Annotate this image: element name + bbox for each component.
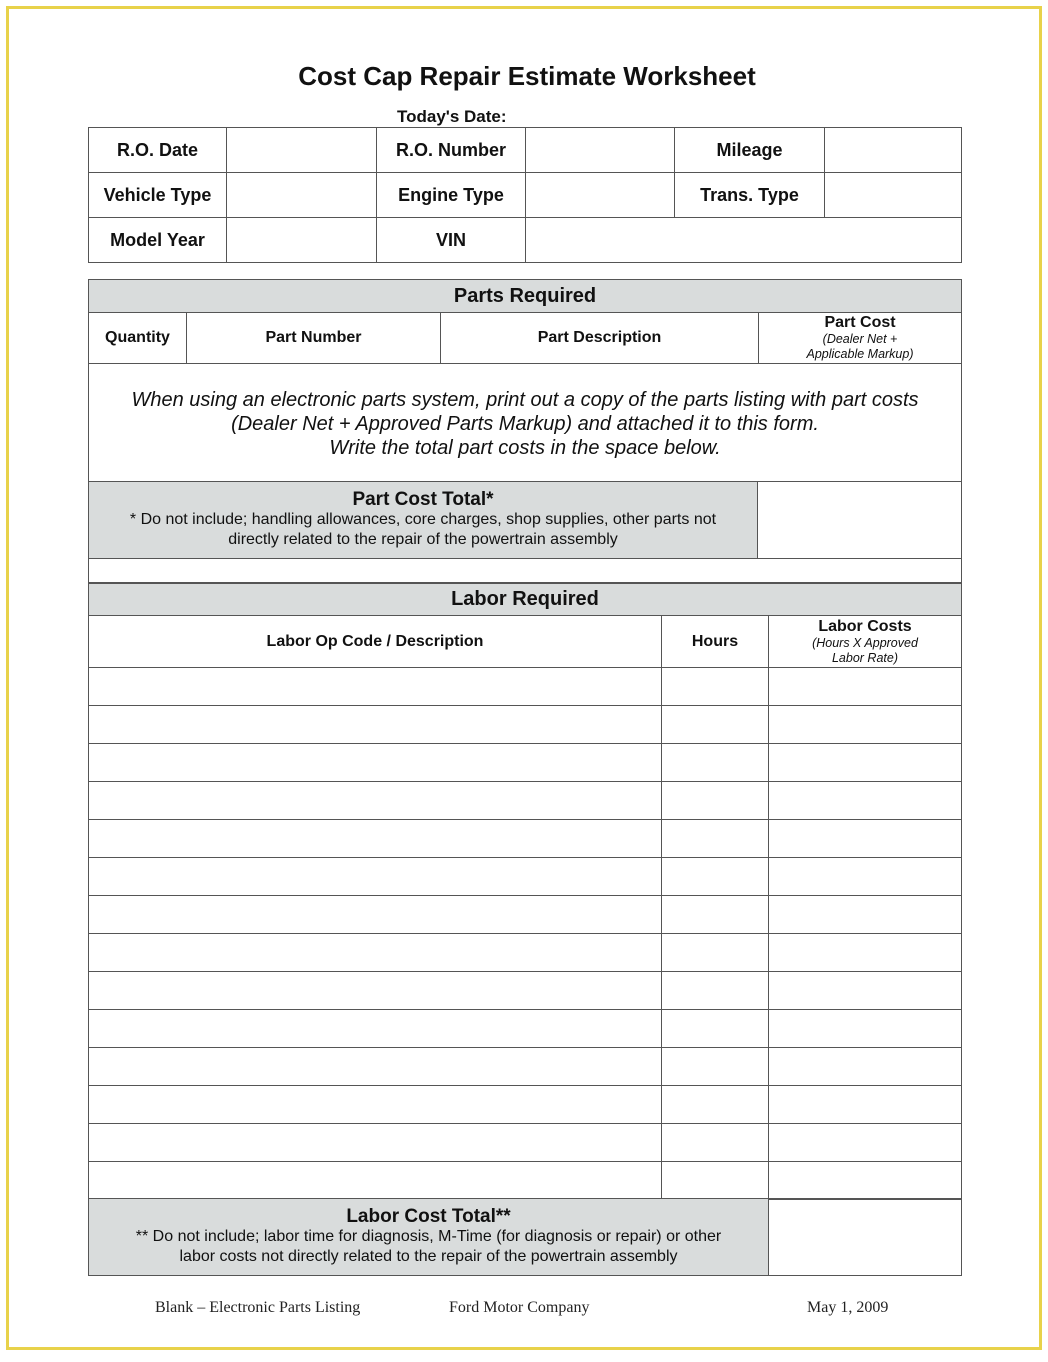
ro-number-label: R.O. Number bbox=[377, 128, 526, 173]
labor-row bbox=[89, 782, 962, 820]
labor-row bbox=[89, 668, 962, 706]
engine-type-label: Engine Type bbox=[377, 173, 526, 218]
labor-row bbox=[89, 1124, 962, 1162]
labor-cost-cell[interactable] bbox=[769, 820, 962, 858]
labor-row bbox=[89, 1086, 962, 1124]
labor-cost-cell[interactable] bbox=[769, 1010, 962, 1048]
labor-row bbox=[89, 896, 962, 934]
page-title: Cost Cap Repair Estimate Worksheet bbox=[298, 61, 756, 91]
labor-op-code-cell[interactable] bbox=[89, 1086, 662, 1124]
labor-cost-cell[interactable] bbox=[769, 896, 962, 934]
vin-field[interactable] bbox=[526, 218, 962, 263]
labor-cost-total-title: Labor Cost Total** bbox=[346, 1206, 511, 1227]
labor-cost-cell[interactable] bbox=[769, 706, 962, 744]
ro-date-field[interactable] bbox=[227, 128, 377, 173]
labor-op-code-cell[interactable] bbox=[89, 1048, 662, 1086]
parts-note-line2: (Dealer Net + Approved Parts Markup) and attached it to this form. bbox=[231, 413, 819, 435]
hours-cell[interactable] bbox=[662, 706, 769, 744]
mileage-label: Mileage bbox=[675, 128, 825, 173]
part-cost-total-field[interactable] bbox=[758, 482, 962, 559]
hours-cell[interactable] bbox=[662, 934, 769, 972]
parts-note-line3: Write the total part costs in the space below. bbox=[329, 437, 721, 459]
col-part-cost-title: Part Cost bbox=[824, 314, 896, 331]
col-labor-costs-sub2: Labor Rate) bbox=[831, 650, 898, 665]
col-part-cost bbox=[759, 313, 962, 364]
footer-right: May 1, 2009 bbox=[807, 1299, 889, 1316]
labor-cost-cell[interactable] bbox=[769, 972, 962, 1010]
labor-table bbox=[88, 615, 962, 1200]
parts-required-title: Parts Required bbox=[453, 285, 597, 307]
hours-cell[interactable] bbox=[662, 1162, 769, 1200]
labor-cost-cell[interactable] bbox=[769, 1124, 962, 1162]
labor-cost-cell[interactable] bbox=[769, 1086, 962, 1124]
labor-cost-cell[interactable] bbox=[769, 782, 962, 820]
ro-date-label: R.O. Date bbox=[89, 128, 227, 173]
labor-op-code-cell[interactable] bbox=[89, 896, 662, 934]
part-cost-total-note2: directly related to the repair of the powertrain assembly bbox=[228, 531, 618, 548]
labor-op-code-cell[interactable] bbox=[89, 1010, 662, 1048]
part-cost-total-label bbox=[89, 482, 758, 559]
hours-cell[interactable] bbox=[662, 1048, 769, 1086]
labor-op-code-cell[interactable] bbox=[89, 820, 662, 858]
labor-op-code-cell[interactable] bbox=[89, 744, 662, 782]
hours-cell[interactable] bbox=[662, 744, 769, 782]
labor-op-code-cell[interactable] bbox=[89, 668, 662, 706]
labor-op-code-cell[interactable] bbox=[89, 1162, 662, 1200]
labor-cost-cell[interactable] bbox=[769, 934, 962, 972]
labor-cost-total-label bbox=[89, 1199, 769, 1276]
labor-row bbox=[89, 972, 962, 1010]
ro-number-field[interactable] bbox=[526, 128, 675, 173]
labor-row bbox=[89, 1010, 962, 1048]
todays-date-label: Today's Date: bbox=[397, 107, 507, 126]
labor-row bbox=[89, 1162, 962, 1200]
vehicle-info-table bbox=[88, 127, 962, 263]
parts-columns-table bbox=[88, 312, 962, 364]
labor-op-code-cell[interactable] bbox=[89, 1124, 662, 1162]
hours-cell[interactable] bbox=[662, 972, 769, 1010]
footer-center: Ford Motor Company bbox=[449, 1299, 590, 1316]
col-labor-costs-title: Labor Costs bbox=[818, 617, 912, 635]
labor-row bbox=[89, 1048, 962, 1086]
engine-type-field[interactable] bbox=[526, 173, 675, 218]
labor-cost-total-table bbox=[88, 1198, 962, 1276]
trans-type-label: Trans. Type bbox=[675, 173, 825, 218]
labor-required-header bbox=[88, 583, 962, 616]
hours-cell[interactable] bbox=[662, 668, 769, 706]
hours-cell[interactable] bbox=[662, 820, 769, 858]
labor-cost-total-note2: labor costs not directly related to the repair of the powertrain assembly bbox=[179, 1248, 678, 1265]
vehicle-type-label: Vehicle Type bbox=[89, 173, 227, 218]
labor-cost-cell[interactable] bbox=[769, 858, 962, 896]
labor-row bbox=[89, 706, 962, 744]
labor-cost-total-field[interactable] bbox=[769, 1199, 962, 1276]
col-part-description: Part Description bbox=[441, 313, 759, 364]
part-cost-total-note1: * Do not include; handling allowances, core charges, shop supplies, other parts not bbox=[129, 511, 717, 528]
model-year-field[interactable] bbox=[227, 218, 377, 263]
hours-cell[interactable] bbox=[662, 1124, 769, 1162]
footer-left: Blank – Electronic Parts Listing bbox=[155, 1299, 361, 1316]
parts-instructions bbox=[88, 363, 962, 482]
part-cost-total-title: Part Cost Total* bbox=[352, 489, 494, 510]
col-part-number: Part Number bbox=[187, 313, 441, 364]
labor-cost-cell[interactable] bbox=[769, 1048, 962, 1086]
vehicle-type-field[interactable] bbox=[227, 173, 377, 218]
labor-required-title: Labor Required bbox=[451, 588, 599, 610]
labor-row bbox=[89, 858, 962, 896]
hours-cell[interactable] bbox=[662, 782, 769, 820]
labor-cost-cell[interactable] bbox=[769, 668, 962, 706]
labor-row bbox=[89, 934, 962, 972]
labor-op-code-cell[interactable] bbox=[89, 972, 662, 1010]
hours-cell[interactable] bbox=[662, 896, 769, 934]
col-part-cost-sub1: (Dealer Net + bbox=[822, 332, 898, 346]
spacer-row bbox=[88, 558, 962, 583]
col-quantity: Quantity bbox=[89, 313, 187, 364]
parts-required-header bbox=[88, 279, 962, 313]
col-labor-costs-sub1: (Hours X Approved bbox=[812, 635, 918, 650]
model-year-label: Model Year bbox=[89, 218, 227, 263]
worksheet-page bbox=[6, 6, 1042, 1350]
col-labor-costs bbox=[769, 616, 962, 668]
col-hours: Hours bbox=[662, 616, 769, 668]
mileage-field[interactable] bbox=[825, 128, 962, 173]
labor-op-code-cell[interactable] bbox=[89, 858, 662, 896]
parts-note-line1: When using an electronic parts system, print out a copy of the parts listing with part costs bbox=[131, 389, 919, 411]
hours-cell[interactable] bbox=[662, 1010, 769, 1048]
labor-op-code-cell[interactable] bbox=[89, 782, 662, 820]
labor-cost-total-note1: ** Do not include; labor time for diagnosis, M-Time (for diagnosis or repair) or other bbox=[135, 1228, 722, 1245]
part-cost-total-table bbox=[88, 481, 962, 559]
vin-label: VIN bbox=[377, 218, 526, 263]
trans-type-field[interactable] bbox=[825, 173, 962, 218]
col-labor-op-code: Labor Op Code / Description bbox=[89, 616, 662, 668]
labor-row bbox=[89, 744, 962, 782]
labor-row bbox=[89, 820, 962, 858]
hours-cell[interactable] bbox=[662, 858, 769, 896]
col-part-cost-sub2: Applicable Markup) bbox=[806, 347, 914, 361]
labor-op-code-cell[interactable] bbox=[89, 934, 662, 972]
hours-cell[interactable] bbox=[662, 1086, 769, 1124]
labor-cost-cell[interactable] bbox=[769, 744, 962, 782]
labor-cost-cell[interactable] bbox=[769, 1162, 962, 1200]
labor-op-code-cell[interactable] bbox=[89, 706, 662, 744]
